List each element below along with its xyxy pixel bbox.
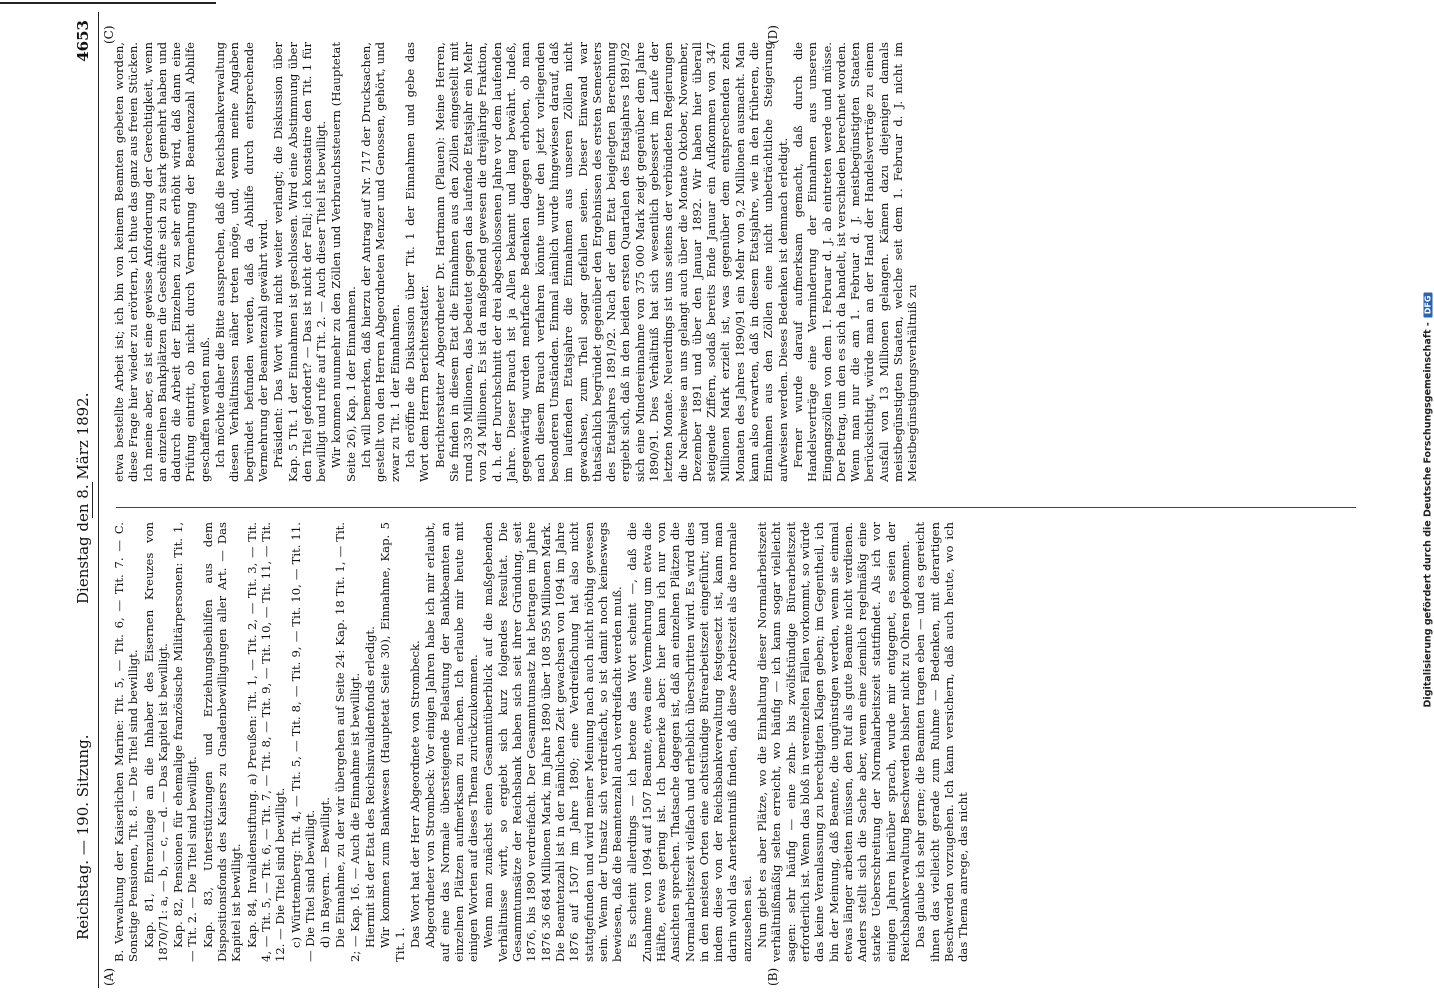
paragraph: Es scheint allerdings — ich betone das Wort scheint —, daß die Zunahme von 1094 auf 1507 Beamte, etwa eine Vermehrung um etwa die Hälfte, etwas gering ist. Ich bemerke aber: hier kann ich nur von Ansichten sprechen. Thatsache dagegen ist, daß an einzelnen Plätzen die Normalarbeitszeit vielfach und erheblich überschritten wird. Es wird dies in den meisten Orten eine achtstündige Bürearbeitszeit eingeführt; und indem diese von der Reichsbankverwaltung festgesetzt ist, kann man darin wohl das Anerkenntniß finden, daß diese Arbeitszeit als die normale anzusehen sei. [625, 522, 754, 962]
page-header [70, 12, 99, 988]
header-left: Reichstag. — 190. Sitzung. [74, 734, 92, 940]
paragraph: c) Württemberg: Tit. 4, — Tit. 5, — Tit. 8, — Tit. 9, — Tit. 10, — Tit. 11. — Die Titel sind bewilligt. [288, 522, 317, 962]
paragraph: Ich möchte daher die Bitte aussprechen, daß die Reichsbankverwaltung diesen Verhältnissen näher treten möge, und, wenn meine Angaben begründet befunden werden, daß da Abhilfe durch entsprechende Vermehrung der Beamtenzahl gewährt wird. [213, 42, 270, 482]
paragraph: Ich will bemerken, daß hierzu der Antrag auf Nr. 717 der Drucksachen, gestellt von den Herren Abgeordneten Menzer und Genossen, gehört, und zwar zu Tit. 1 der Einnahmen. [359, 42, 402, 482]
paragraph: Kap. 83, Unterstützungen und Erziehungsbeihilfen aus dem Dispositionsfonds des Kaisers zu Gnadenbewilligungen aller Art. — Das Kapitel ist bewilligt. [200, 522, 244, 962]
paragraph: Kap. 81, Ehrenzulage an die Inhaber des Eisernen Kreuzes von 1870/71: a, — b, — c, — d. — Das Kapitel ist bewilligt. [141, 522, 170, 962]
margin-mark-a: (A) [102, 967, 116, 986]
paragraph: Kap. 82, Pensionen für ehemalige französische Militärpersonen: Tit. 1, — Tit. 2. — Die Titel sind bewilligt. [171, 522, 200, 962]
margin-mark-b: (B) [766, 967, 780, 986]
paragraph: Das Wort hat der Herr Abgeordnete von Strombeck. [407, 640, 422, 948]
margin-mark-c: (C) [102, 25, 116, 44]
digitization-note [1423, 293, 1434, 708]
speech-paragraph: Präsident: Das Wort wird nicht weiter verlangt; die Diskussion über Kap. 5 Tit. 1 der Einnahmen ist geschlossen. Wird eine Abstimmung über den Titel gefordert? — Das ist nicht der Fall; ich konstatire den Tit. 1 für bewilligt und rufe auf Tit. 2. — Auch dieser Titel ist bewilligt. [271, 42, 329, 482]
top-rule [0, 2, 216, 4]
paragraph: Hiermit ist der Etat des Reichsinvalidenfonds erledigt. [363, 626, 378, 948]
paragraph: B. Verwaltung der Kaiserlichen Marine: Tit. 5, — Tit. 6, — Tit. 7. — C. Sonstige Pensionen, Tit. 8. — Die Titel sind bewilligt. [112, 522, 141, 962]
paragraph: Die Einnahme, zu der wir übergehen auf Seite 24: Kap. 18 Tit. 1, — Tit. 2; — Kap. 16. — Auch die Einnahme ist bewilligt. [333, 522, 362, 962]
paragraph: Kap. 84, Invalidenstiftung. a) Preußen: Tit. 1, — Tit. 2, — Tit. 3, — Tit. 4, — Tit. 5, — Tit. 6, — Tit. 7, — Tit. 8, — Tit. 9, — Tit. 10, — Tit. 11, — Tit. 12. — Die Titel sind bewilligt. [244, 522, 288, 962]
speech-paragraph: Abgeordneter von Strombeck: Vor einigen Jahren habe ich mir erlaubt, auf eine das Normale übersteigende Belastung der Bankbeamten an einzelnen Plätzen aufmerksam zu machen. Ich erlaube mir heute mit einigen Worten auf dieses Thema zurückzukommen. [423, 522, 481, 962]
paragraph: etwa bestellte Arbeit ist; ich bin von keinem Beamten gebeten worden, diese Frage hier wieder zu erörtern, ich thue das ganz aus freien Stücken. Ich meine aber, es ist eine gewisse Anforderung der Gerechtigkeit, wenn an einzelnen Bankplätzen die Geschäfte sich zu stark gemehrt haben und dadurch die Arbeit der Einzelnen zu sehr erhöht wird, daß dann eine Prüfung eintritt, ob nicht durch Vermehrung der Beamtenzahl Abhilfe geschaffen werden muß. [112, 42, 212, 482]
left-column [112, 522, 1364, 962]
paragraph: Ich eröffne die Diskussion über Tit. 1 der Einnahmen und gebe das Wort dem Herrn Berichterstatter. [402, 42, 432, 482]
column-divider [116, 507, 1356, 508]
paragraph: d) in Bayern. — Bewilligt. [318, 797, 333, 948]
paragraph: Das glaube ich sehr gerne; die Beamten tragen eben — und es gereicht ihnen das vielleicht gerade zum Ruhme — Bedenken, mit derartigen Beschwerden vorzugehen. Ich kann versichern, daß auch heute, wo ich das Thema anrege, das nicht [913, 522, 971, 962]
right-column [112, 42, 1364, 482]
speech-paragraph: Berichterstatter Abgeordneter Dr. Hartmann (Plauen): Meine Herren, Sie finden in diesem Etat die Einnahmen aus den Zöllen eingestellt mit rund 339 Millionen, das bedeutet gegen das laufende Etatsjahr ein Mehr von 24 Millionen. Es ist da maßgebend gewesen die dreijährige Fraktion, d. h. der Durchschnitt der drei abgeschlossenen Jahre vor dem laufenden Jahre. Dieser Brauch ist ja Allen bekannt und lang bewährt. Indeß, gegenwärtig wurden mehrfache Bedenken dagegen erhoben, ob man nach diesem Brauch verfahren könnte unter den jetzt vorliegenden besonderen Umständen. Einmal nämlich wurde hingewiesen darauf, daß im laufenden Etatsjahre die Einnahmen aus unseren Zöllen nicht gewachsen, zum Theil sogar gefallen seien. Dieser Einwand war thatsächlich begründet gegenüber den Ergebnissen des ersten Semesters des Etatsjahres 1891/92. Nach der dem Etat beigelegten Berechnung ergiebt sich, daß in den beiden ersten Quartalen des Etatsjahres 1891/92 sich eine Mindereinnahme von 375 000 Mark zeigt gegenüber dem Jahre 1890/91. Dies Verhältniß hat sich wesentlich gebessert im Laufe der letzten Monate. Neuerdings ist uns seitens der verbündeten Regierungen die Nachweise an uns gelangt auch über die Monate Oktober, November, Dezember 1891 und über den Januar 1892. Wir haben hier überall steigende Ziffern, sodaß bereits Ende Januar ein Aufkommen von 347 Millionen Mark erzielt ist, was gegenüber dem entsprechenden zehn Monaten des Jahres 1890/91 ein Mehr von 9,2 Millionen ausmacht. Man kann also erwarten, daß in diesem Etatsjahre, wie in den früheren, die Einnahmen aus den Zöllen eine nicht unbeträchtliche Steigerung aufweisen werden. Dieses Bedenken ist demnach erledigt. [432, 42, 790, 482]
document-page [40, 12, 1424, 988]
paragraph: Wenn man zunächst einen Gesammtüberblick auf die maßgebenden Verhältnisse wirft, so ergiebt sich kurz folgendes Resultat. Die Gesammtumsätze der Reichsbank haben sich seit ihrer Gründung, seit 1876, bis 1890 verdreifacht. Der Gesammtumsatz hat betragen im Jahre 1876 36 684 Millionen Mark, im Jahre 1890 über 108 595 Millionen Mark. Die Beamtenzahl ist in der nämlichen Zeit gewachsen von 1094 im Jahre 1876 auf 1507 im Jahre 1890; eine Verdreifachung hat also nicht stattgefunden und wird meiner Meinung nach auch nicht nöthig gewesen sein. Wenn der Umsatz sich verdreifacht, so ist damit noch keineswegs bewiesen, daß die Beamtenzahl auch verdreifacht werden muß. [481, 522, 625, 962]
header-divider [92, 482, 93, 518]
paragraph: Wir kommen nunmehr zu den Zöllen und Verbrauchssteuern (Hauptetat Seite 26), Kap. 1 der Einnahmen. [329, 42, 358, 482]
rotated-page-content [40, 12, 1384, 988]
margin-mark-d: (D) [766, 25, 780, 44]
paragraph: Wir kommen zum Bankwesen (Hauptetat Seite 30), Einnahme, Kap. 5 Tit. 1. [378, 522, 407, 962]
header-date: Dienstag den 8. März 1892. [74, 392, 92, 604]
digitization-text: Digitalisierung gefördert durch die Deutsche Forschungsgemeinschaft - [1422, 322, 1434, 708]
paragraph: Nun giebt es aber Plätze, wo die Einhaltung dieser Normalarbeitszeit verhältnißmäßig selten erreicht, wo häufig — ich kann sogar vielleicht sagen: sehr häufig — eine zehn- bis zwölfstündige Bürearbeitszeit erforderlich ist. Wenn das bloß in vereinzelten Fällen vorkommt, so würde das keine Veranlassung zu berechtigten Klagen geben; im Gegentheil, ich bin der Meinung, daß Beamte, die ungünstigen werden, wenn sie einmal etwas länger arbeiten müssen, den Ruf als gute Beamte nicht verdienen. Anders stellt sich die Sache aber, wenn eine ziemlich regelmäßig eine starke Ueberschreitung der Normalarbeitszeit stattfindet. Als ich vor einigen Jahren hierüber sprach, wurde mir entgegnet, es seien der Reichsbankverwaltung Beschwerden bisher nicht zu Ohren gekommen. [755, 522, 913, 962]
paragraph: Ferner wurde darauf aufmerksam gemacht, daß durch die Handelsverträge eine Verminderung der Einnahmen aus unseren Eingangszöllen von dem 1. Februar d. J. ab eintreten werde und müsse. Der Betrag, um den es sich da handelt, ist verschieden berechnet worden. Wenn man nur die am 1. Februar d. J. meistbegünstigten Staaten berücksichtigt, würde man an der Hand der Handelsverträge zu einem Ausfall von 13 Millionen gelangen. Kämen dazu diejenigen damals meistbegünstigten Staaten, welche seit dem 1. Februar d. J. nicht im Meistbegünstigungsverhältniß zu [790, 42, 920, 482]
dfg-logo: DFG [1424, 293, 1433, 318]
page-number: 4653 [74, 20, 92, 62]
